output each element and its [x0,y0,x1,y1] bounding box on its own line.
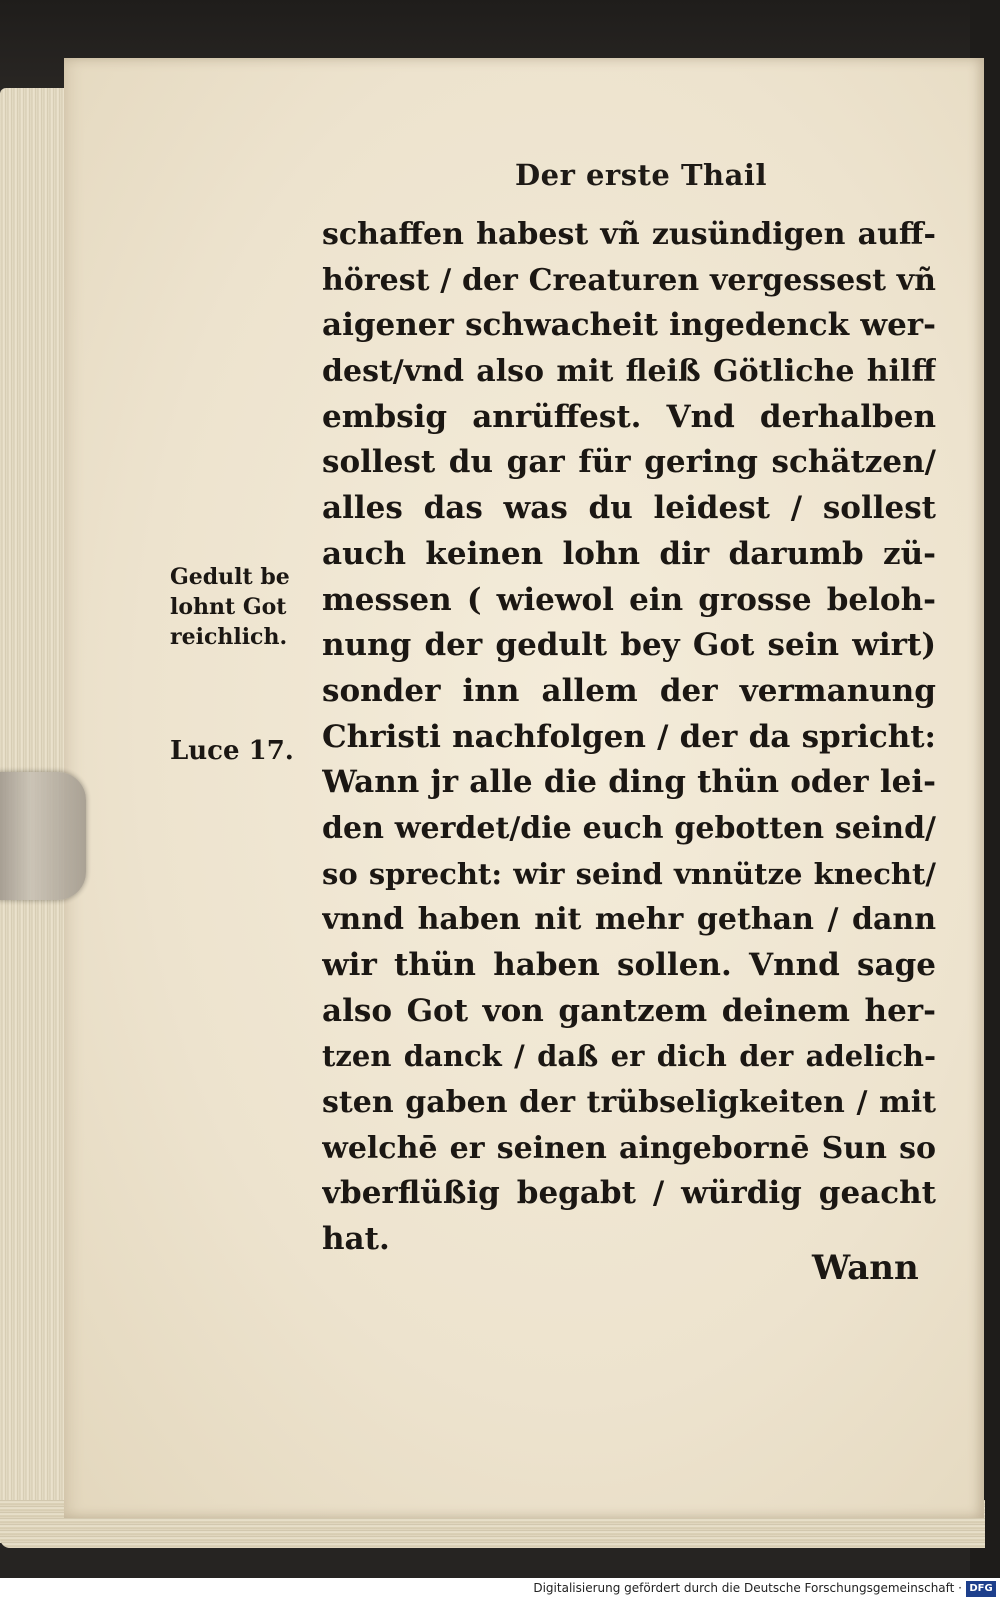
text-line: nung der gedult bey Got sein wirt) [322,627,936,664]
text-line: sollest du gar für gering schätzen/ [322,444,936,481]
text-line: messen ( wiewol ein grosse beloh- [322,581,936,618]
text-line: also Got von gantzem deinem her- [322,992,936,1029]
marginal-note [170,562,320,652]
text-line: Wann jr alle die ding thün oder lei- [322,764,936,801]
text-line: sten gaben der trübseligkeiten / mit [322,1085,936,1121]
text-line: dest/vnd also mit fleiß Götliche hilff [322,354,936,390]
text-line: Christi nachfolgen / der da spricht: [322,718,936,755]
text-line: embsig anrüffest. Vnd derhalben [322,398,936,435]
footer-credit: Digitalisierung gefördert durch die Deutsche Forschungsgemeinschaft · [533,1581,962,1595]
text-line: den werdet/die euch gebotten seind/ [322,810,936,846]
text-line: vberflüßig begabt / würdig geacht [322,1175,936,1212]
text-line: so sprecht: wir seind vnnütze knecht/ [322,856,936,891]
catchword: Wann [812,1248,919,1288]
text-line: auch keinen lohn dir darumb zü- [322,535,936,572]
text-line: aigener schwacheit ingedenck wer- [322,307,936,344]
marginal-note-line: Gedult be [170,564,290,590]
marginal-reference: Luce 17. [170,736,294,766]
page-clip [0,772,86,900]
text-line: vnnd haben nit mehr gethan / dann [322,902,936,938]
text-line: hat. [322,1221,390,1258]
marginal-note-line: reichlich. [170,624,288,650]
text-line: alles das was du leidest / sollest [322,490,936,527]
footer-bar [0,1578,1000,1601]
text-line: schaffen habest vñ zusündigen auff- [322,217,936,252]
marginal-note-line: lohnt Got [170,594,287,620]
text-line: tzen danck / daß er dich der adelich- [322,1039,936,1074]
body-text [322,212,936,1263]
text-line: hörest / der Creaturen vergessest vñ [322,262,936,298]
running-head: Der erste Thail [515,158,767,192]
dfg-logo: DFG [966,1581,996,1597]
text-line: wir thün haben sollen. Vnnd sage [322,947,936,983]
text-line: sonder inn allem der vermanung [322,672,936,709]
text-line: welchē er seinen aingebornē Sun so [322,1130,936,1166]
